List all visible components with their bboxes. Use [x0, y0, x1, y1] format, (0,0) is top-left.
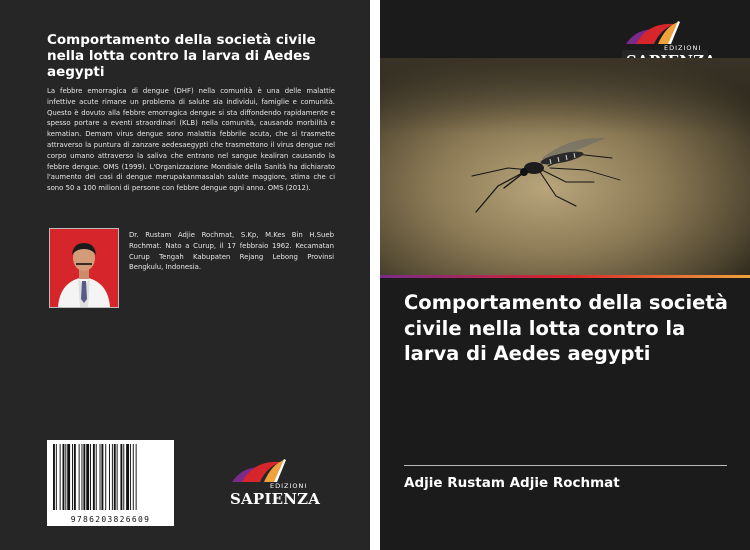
author-photo — [49, 228, 119, 308]
author-bio: Dr. Rustam Adjie Rochmat, S.Kp, M.Kes Bin H.Sueb Rochmat. Nato a Curup, il 17 febbraio 1962. Kecamatan Curup Tengah Kabupaten Rejang Lebong Provinsi Bengkulu, Indonesia. — [129, 231, 334, 272]
front-cover-title: Comportamento della società civile nella lotta contro la larva di Aedes aegypti — [404, 291, 728, 365]
publisher-edizioni: EDIZIONI — [270, 482, 308, 490]
back-cover — [0, 0, 370, 550]
author-portrait-icon — [50, 229, 118, 307]
front-cover — [380, 0, 750, 550]
publisher-logo-back — [228, 458, 321, 510]
publisher-edizioni: EDIZIONI — [664, 44, 702, 52]
cover-photo — [380, 58, 750, 275]
isbn-number: 9786203826609 — [70, 515, 151, 524]
feather-quill-logo-icon — [622, 20, 706, 46]
accent-stripe — [380, 275, 750, 278]
book-spine — [370, 0, 380, 550]
front-cover-author: Adjie Rustam Adjie Rochmat — [404, 475, 620, 491]
publisher-sapienza: SAPIENZA — [230, 490, 321, 508]
back-cover-title: Comportamento della società civile nella lotta contro la larva di Aedes aegypti — [47, 32, 316, 80]
feather-quill-logo-icon — [228, 458, 312, 484]
back-cover-blurb: La febbre emorragica di dengue (DHF) nella comunità è una delle malattie infettive acute rimane un problema di salute sia individui, famiglie e comunità. Questo è dovuto alla febbre emorragica dengue si sta diffondendo rapidamente e spesso portare a eventi straordinari (KLB) nella comunità, causando morbilità e kematian. Demam virus dengue sono malattia febbrile acuta, che si trasmette attraverso la puntura di zanzare aedesaegypti che trasmettono il virus dengue nel corpo umano attraverso la saliva che entrano nel sangue kealiran causando la febbre dengue. OMS (1999). L'Organizzazione Mondiale della Sanità ha dichiarato l'aumento dei casi di dengue merupakanmasalah salute maggiore, stima che ci sono 50 a 100 milioni di persone con febbre dengue ogni anno. OMS (2012). — [47, 87, 335, 193]
barcode-icon — [47, 440, 174, 514]
mosquito-on-skin-icon — [380, 58, 750, 275]
title-divider — [404, 465, 727, 466]
isbn-barcode — [47, 440, 174, 526]
